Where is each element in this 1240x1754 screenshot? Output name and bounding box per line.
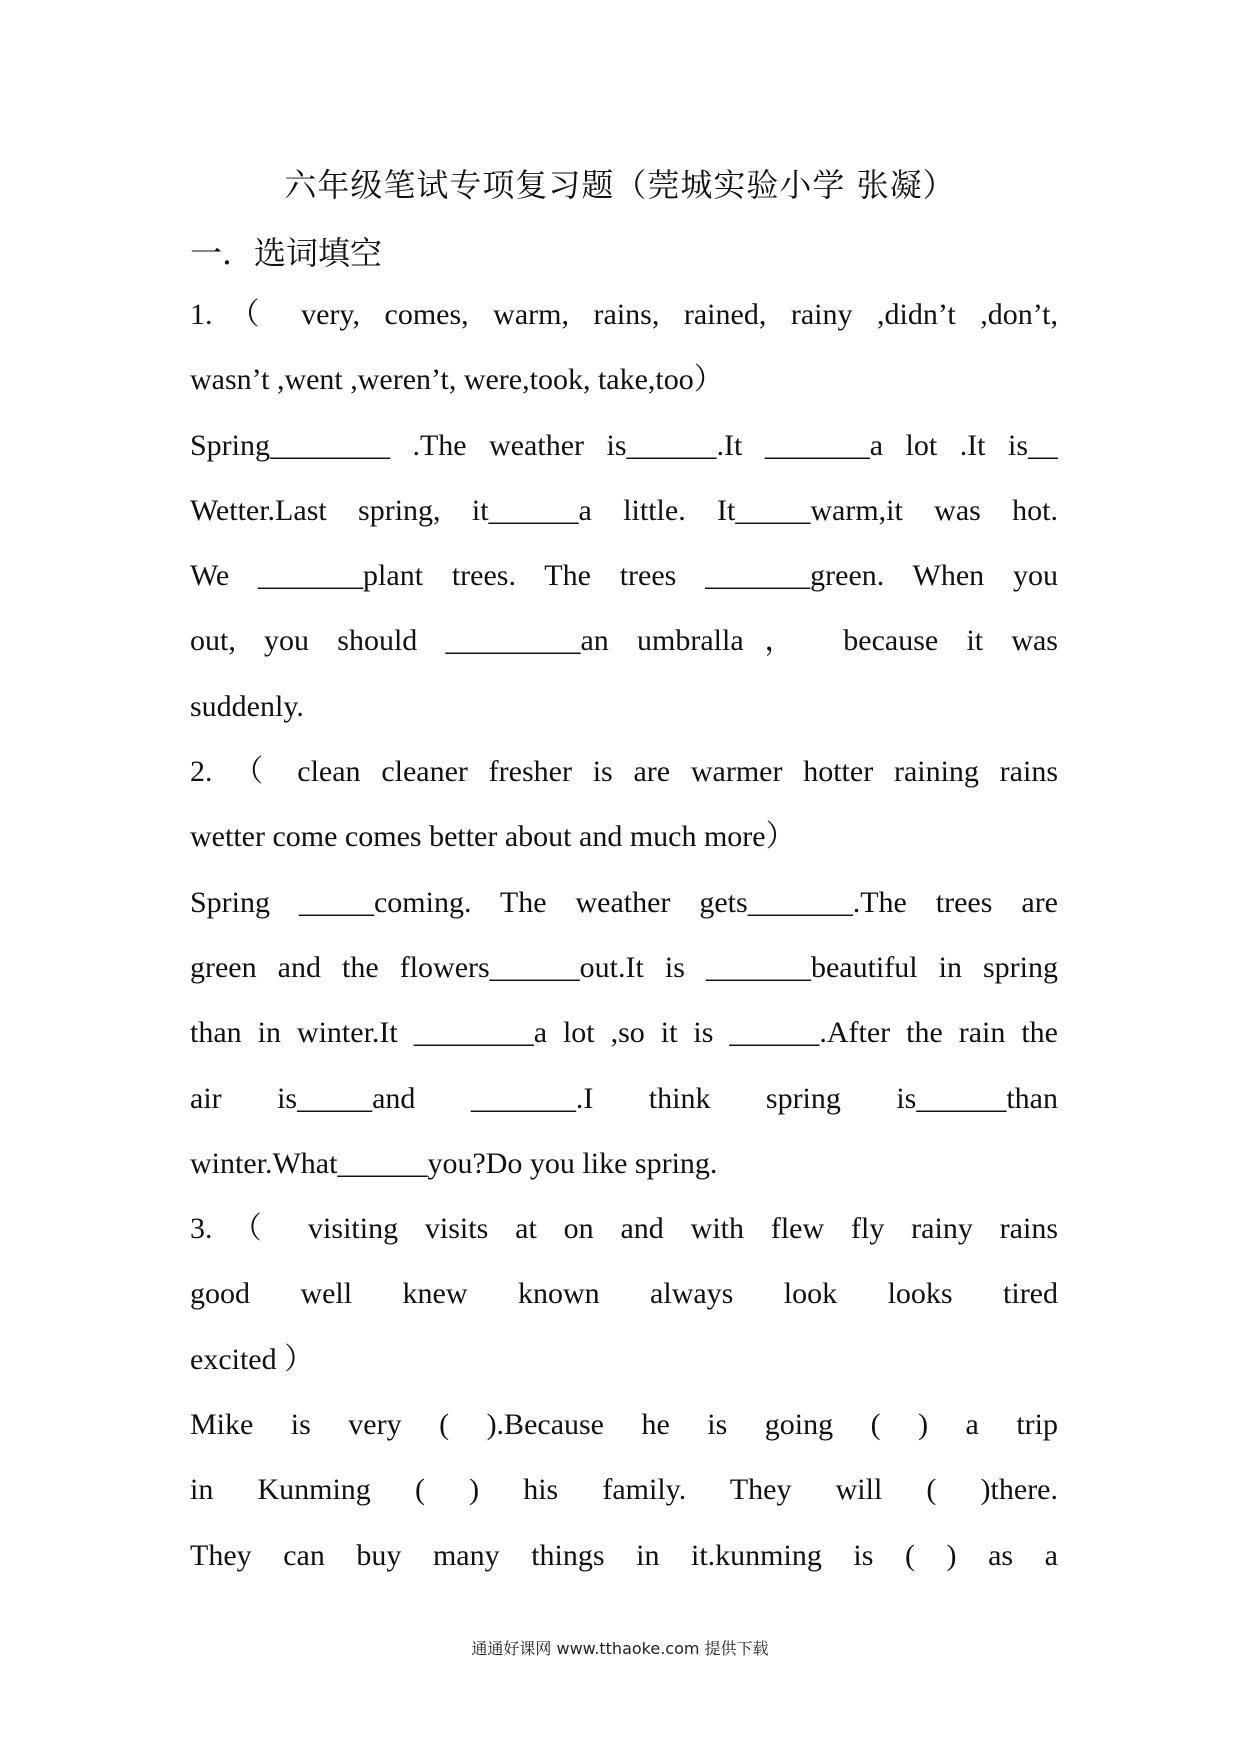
text-line: Spring________ .The weather is______.It _______a lot .It is__	[190, 428, 1058, 462]
footer-credit: 通通好课网 www.tthaoke.com 提供下载	[471, 1639, 769, 1658]
text-line: Wetter.Last spring, it______a little. It_____warm,it was hot.	[190, 493, 1058, 527]
text-line: green and the flowers______out.It is _______beautiful in spring	[190, 950, 1058, 984]
section-heading: 一．选词填空	[190, 234, 383, 272]
text-line: suddenly.	[190, 689, 304, 723]
exercise-body	[190, 290, 1058, 1596]
text-line: wasn’t ,went ,weren’t, were,took, take,too）	[190, 363, 724, 397]
text-line: out, you should _________an umbralla， because it was	[190, 624, 1058, 658]
text-line: good well knew known always look looks tired	[190, 1277, 1058, 1311]
text-line: 1.（ very, comes, warm, rains, rained, rainy ,didn’t ,don’t,	[190, 298, 1058, 331]
text-line: wetter come comes better about and much more）	[190, 820, 796, 854]
text-line: They can buy many things in it.kunming is ( ) as a	[190, 1538, 1058, 1572]
document-title: 六年级笔试专项复习题（莞城实验小学 张凝）	[284, 166, 956, 204]
text-line: Spring _____coming. The weather gets_______.The trees are	[190, 885, 1058, 919]
text-line: 3.（ visiting visits at on and with flew fly rainy rains	[190, 1212, 1058, 1246]
text-line: 2. （ clean cleaner fresher is are warmer hotter raining rains	[190, 755, 1058, 789]
text-line: winter.What______you?Do you like spring.	[190, 1146, 718, 1180]
text-line: excited ）	[190, 1342, 315, 1376]
text-line: air is_____and _______.I think spring is______than	[190, 1081, 1058, 1115]
text-line: than in winter.It ________a lot ,so it is ______.After the rain the	[190, 1016, 1058, 1050]
text-line: Mike is very ( ).Because he is going ( ) a trip	[190, 1408, 1058, 1442]
text-line: in Kunming ( ) his family. They will ( )there.	[190, 1473, 1058, 1507]
text-line: We _______plant trees. The trees _______green. When you	[190, 559, 1058, 593]
